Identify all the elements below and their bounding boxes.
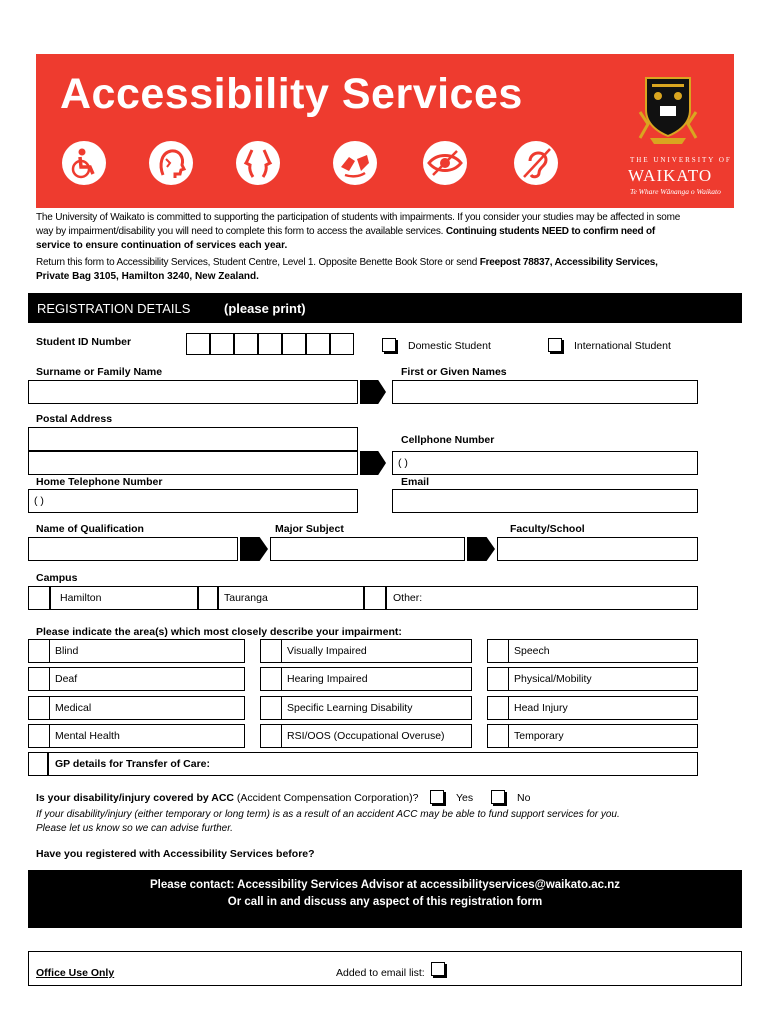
student-id-cell[interactable] — [234, 333, 258, 355]
arrow-icon — [467, 537, 495, 561]
campus-label: Campus — [36, 572, 78, 584]
banner-title: Accessibility Services — [60, 70, 523, 118]
acc-question-bold: Is your disability/injury covered by ACC — [36, 792, 234, 804]
ear-icon — [514, 141, 558, 185]
campus-tauranga-label: Tauranga — [224, 592, 268, 604]
impairment-checkbox[interactable] — [29, 697, 50, 719]
impairment-checkbox[interactable] — [488, 697, 509, 719]
intro-line-5: Private Bag 3105, Hamilton 3240, New Zealand. — [36, 271, 259, 282]
student-id-cell[interactable] — [210, 333, 234, 355]
qualification-label: Name of Qualification — [36, 523, 144, 535]
acc-no-checkbox[interactable] — [491, 790, 505, 804]
major-subject-field[interactable] — [270, 537, 465, 561]
email-label: Email — [401, 476, 430, 488]
arrow-icon — [240, 537, 268, 561]
email-list-label: Added to email list: — [336, 967, 425, 979]
campus-hamilton-checkbox[interactable] — [28, 586, 50, 610]
impairment-option[interactable] — [260, 667, 472, 691]
university-motto: Te Whare Wānanga o Waikato — [630, 187, 721, 196]
intro-line-4 — [36, 256, 658, 269]
email-field[interactable] — [392, 489, 698, 513]
first-names-label: First or Given Names — [401, 366, 507, 378]
campus-other-checkbox[interactable] — [364, 586, 386, 610]
home-phone-field[interactable] — [28, 489, 358, 513]
qualification-field[interactable] — [28, 537, 238, 561]
domestic-student-label: Domestic Student — [408, 340, 491, 352]
office-use-label: Office Use Only — [36, 967, 115, 979]
intro-line-2 — [36, 225, 655, 238]
impairment-option[interactable] — [28, 724, 245, 748]
student-id-cell[interactable] — [282, 333, 306, 355]
impairment-option[interactable] — [28, 696, 245, 720]
student-id-cell[interactable] — [186, 333, 210, 355]
intro-line-4-bold: Freepost 78837, Accessibility Services, — [479, 257, 658, 268]
cellphone-value: ( ) — [398, 457, 408, 469]
campus-tauranga-checkbox[interactable] — [198, 586, 218, 610]
acc-no-label: No — [517, 792, 531, 804]
major-subject-label: Major Subject — [275, 523, 344, 535]
impairment-option[interactable] — [260, 696, 472, 720]
impairment-option[interactable] — [487, 639, 698, 663]
impairment-checkbox[interactable] — [29, 725, 50, 747]
impairment-option-label: Visually Impaired — [287, 645, 367, 657]
email-list-checkbox[interactable] — [431, 962, 445, 976]
impairment-checkbox[interactable] — [29, 640, 50, 662]
international-student-label: International Student — [574, 340, 671, 352]
impairment-option[interactable] — [487, 724, 698, 748]
first-names-field[interactable] — [392, 380, 698, 404]
acc-question — [36, 792, 418, 805]
acc-yes-checkbox[interactable] — [430, 790, 444, 804]
impairment-checkbox[interactable] — [261, 725, 282, 747]
surname-field[interactable] — [28, 380, 358, 404]
faculty-label: Faculty/School — [510, 523, 585, 535]
campus-hamilton-label: Hamilton — [60, 592, 102, 604]
intro-line-3: service to ensure continuation of services each year. — [36, 240, 288, 251]
impairment-question: Please indicate the area(s) which most closely describe your impairment: — [36, 626, 402, 638]
faculty-field[interactable] — [497, 537, 698, 561]
impairment-option[interactable] — [28, 667, 245, 691]
impairment-option-label: Deaf — [55, 673, 78, 685]
impairment-checkbox[interactable] — [261, 640, 282, 662]
wheelchair-icon — [62, 141, 106, 185]
contact-line-1: Please contact: Accessibility Services Advisor at accessibilityservices@waikato.ac.nz — [150, 879, 620, 891]
faces-icon — [236, 141, 280, 185]
impairment-option[interactable] — [28, 639, 245, 663]
impairment-option-label: Temporary — [514, 730, 564, 742]
impairment-option-label: Mental Health — [55, 730, 120, 742]
cellphone-label: Cellphone Number — [401, 434, 495, 446]
registered-question: Have you registered with Accessibility Services before? — [36, 848, 315, 860]
impairment-checkbox[interactable] — [488, 668, 509, 690]
surname-label: Surname or Family Name — [36, 366, 163, 378]
acc-note-2: Please let us know so we can advise further. — [36, 823, 233, 834]
impairment-option-label: Medical — [55, 702, 92, 714]
postal-address-label: Postal Address — [36, 413, 113, 425]
impairment-checkbox[interactable] — [261, 668, 282, 690]
home-phone-label: Home Telephone Number — [36, 476, 163, 488]
impairment-option-label: RSI/OOS (Occupational Overuse) — [287, 730, 445, 742]
acc-note-1: If your disability/injury (either temporary or long term) is as a result of an accident ACC may be able to fund support services for you. — [36, 809, 620, 820]
intro-line-4-text: Return this form to Accessibility Services, Student Centre, Level 1. Opposite Benette Book Store or send — [36, 257, 480, 268]
intro-line-2-text: way by impairment/disability you will need to complete this form to access the available services. — [36, 226, 446, 237]
intro-line-1: The University of Waikato is committed to supporting the participation of students with impairments. If you consider your studies may be affected in some — [36, 212, 681, 223]
gp-details-checkbox[interactable] — [28, 752, 48, 776]
impairment-option-label: Head Injury — [514, 702, 568, 714]
student-id-label: Student ID Number — [36, 336, 132, 348]
impairment-option-label: Blind — [55, 645, 79, 657]
international-student-checkbox[interactable] — [548, 338, 562, 352]
acc-question-rest: (Accident Compensation Corporation)? — [234, 792, 419, 804]
arrow-icon — [360, 451, 386, 475]
acc-yes-label: Yes — [456, 792, 474, 804]
impairment-checkbox[interactable] — [488, 640, 509, 662]
impairment-option-label: Speech — [514, 645, 550, 657]
eye-icon — [423, 141, 467, 185]
student-id-cell[interactable] — [330, 333, 354, 355]
home-phone-value: ( ) — [34, 495, 44, 507]
sign-language-icon — [333, 141, 377, 185]
university-crest — [638, 68, 698, 148]
intro-line-2-bold: Continuing students NEED to confirm need of — [445, 226, 656, 237]
impairment-option-label: Hearing Impaired — [287, 673, 368, 685]
arrow-icon — [360, 380, 386, 404]
gp-details-label: GP details for Transfer of Care: — [55, 758, 211, 770]
impairment-option-label: Specific Learning Disability — [287, 702, 413, 714]
registration-header-title: REGISTRATION DETAILS — [37, 301, 191, 316]
head-icon — [149, 141, 193, 185]
impairment-option[interactable] — [260, 639, 472, 663]
student-id-cell[interactable] — [258, 333, 282, 355]
registration-header-note: (please print) — [224, 301, 306, 316]
contact-line-2: Or call in and discuss any aspect of this registration form — [227, 896, 543, 908]
student-id-cell[interactable] — [306, 333, 330, 355]
impairment-checkbox[interactable] — [261, 697, 282, 719]
university-name: WAIKATO — [628, 166, 713, 185]
postal-address-field-2[interactable] — [28, 451, 358, 475]
postal-address-field[interactable] — [28, 427, 358, 451]
university-top-line: THE UNIVERSITY OF — [630, 156, 732, 164]
cellphone-field[interactable] — [392, 451, 698, 475]
impairment-option[interactable] — [260, 724, 472, 748]
campus-other-label: Other: — [393, 592, 423, 604]
impairment-option[interactable] — [487, 667, 698, 691]
domestic-student-checkbox[interactable] — [382, 338, 396, 352]
campus-other-field[interactable] — [386, 586, 698, 610]
impairment-option[interactable] — [487, 696, 698, 720]
impairment-checkbox[interactable] — [29, 668, 50, 690]
impairment-checkbox[interactable] — [488, 725, 509, 747]
impairment-option-label: Physical/Mobility — [514, 673, 592, 685]
